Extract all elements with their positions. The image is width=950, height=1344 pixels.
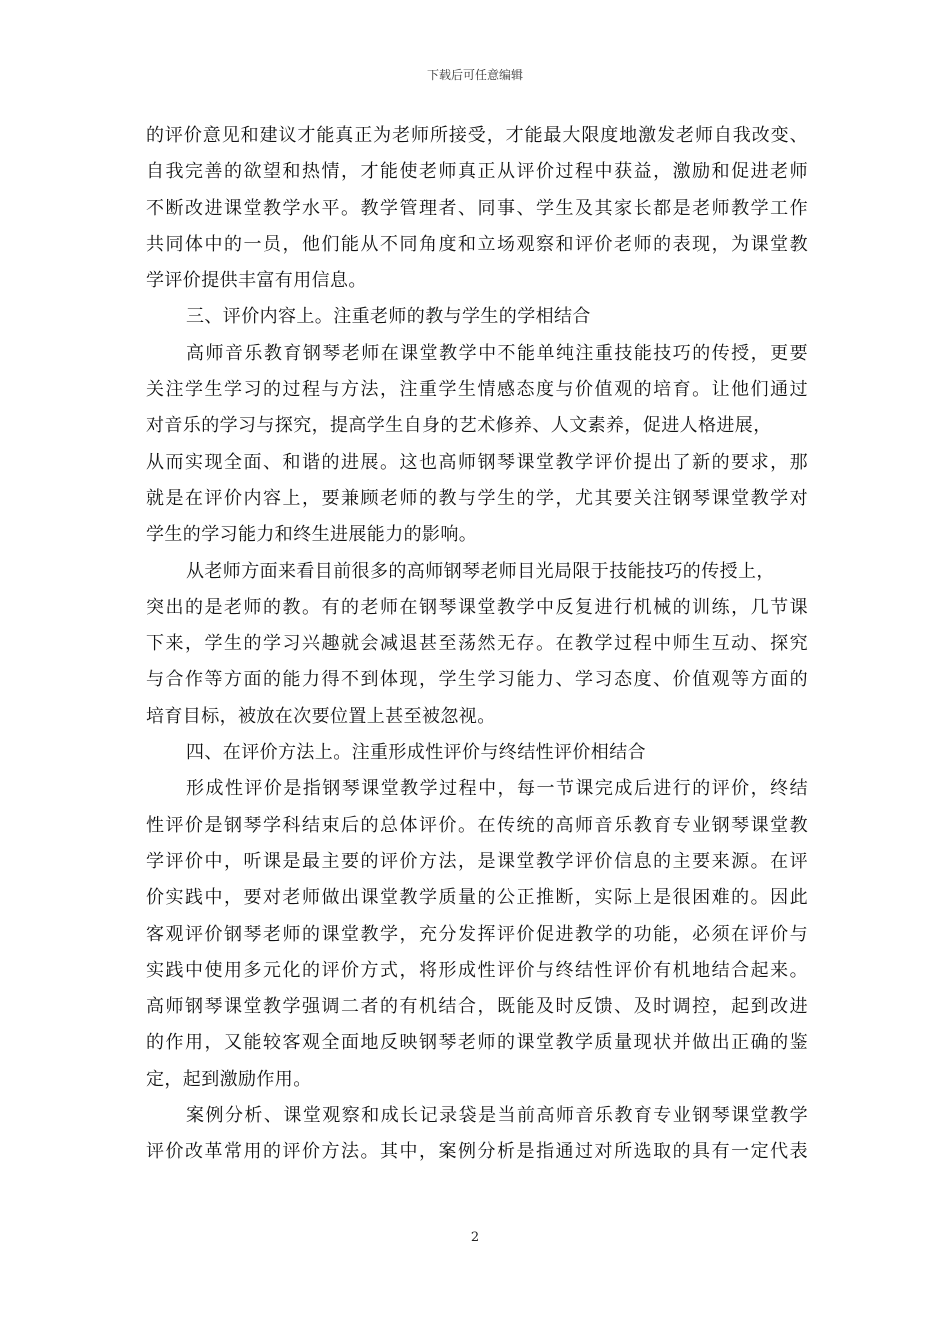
- text-line: 自我完善的欲望和热情，才能使老师真正从评价过程中获益，激励和促进老师: [146, 161, 808, 183]
- text-line: 性评价是钢琴学科结束后的总体评价。在传统的高师音乐教育专业钢琴课堂教: [146, 814, 808, 836]
- text-line: 对音乐的学习与探究，提高学生自身的艺术修养、人文素养，促进人格进展，: [146, 415, 772, 437]
- text-line: 就是在评价内容上，要兼顾老师的教与学生的学，尤其要关注钢琴课堂教学对: [146, 487, 808, 509]
- text-line: 从老师方面来看目前很多的高师钢琴老师目光局限于技能技巧的传授上，: [186, 560, 775, 582]
- text-line: 与合作等方面的能力得不到体现，学生学习能力、学习态度、价值观等方面的: [146, 669, 808, 691]
- body-text: [146, 118, 808, 1171]
- text-line: 评价改革常用的评价方法。其中，案例分析是指通过对所选取的具有一定代表: [146, 1141, 808, 1163]
- text-line: 关注学生学习的过程与方法，注重学生情感态度与价值观的培育。让他们通过: [146, 379, 808, 401]
- text-line: 共同体中的一员，他们能从不同角度和立场观察和评价老师的表现，为课堂教: [146, 233, 808, 255]
- page-number: 2: [470, 1230, 480, 1245]
- text-line: 定，起到激励作用。: [146, 1068, 312, 1090]
- text-line: 客观评价钢琴老师的课堂教学，充分发挥评价促进教学的功能，必须在评价与: [146, 923, 808, 945]
- text-line: 实践中使用多元化的评价方式，将形成性评价与终结性评价有机地结合起来。: [146, 959, 808, 981]
- text-line: 不断改进课堂教学水平。教学管理者、同事、学生及其家长都是老师教学工作: [146, 197, 808, 219]
- text-line: 高师音乐教育钢琴老师在课堂教学中不能单纯注重技能技巧的传授，更要: [186, 342, 808, 364]
- page-header: 下载后可任意编辑: [426, 68, 523, 82]
- text-line: 学评价提供丰富有用信息。: [146, 270, 367, 292]
- text-line: 培育目标，被放在次要位置上甚至被忽视。: [146, 705, 496, 727]
- text-line: 下来，学生的学习兴趣就会减退甚至荡然无存。在教学过程中师生互动、探究: [146, 633, 808, 655]
- text-line: 从而实现全面、和谐的进展。这也高师钢琴课堂教学评价提出了新的要求，那: [146, 451, 808, 473]
- text-line: 价实践中，要对老师做出课堂教学质量的公正推断，实际上是很困难的。因此: [146, 887, 808, 909]
- text-line: 高师钢琴课堂教学强调二者的有机结合，既能及时反馈、及时调控，起到改进: [146, 996, 808, 1018]
- text-line: 的作用，又能较客观全面地反映钢琴老师的课堂教学质量现状并做出正确的鉴: [146, 1032, 808, 1054]
- text-line: 学生的学习能力和终生进展能力的影响。: [146, 524, 478, 546]
- text-line: 四、在评价方法上。注重形成性评价与终结性评价相结合: [186, 742, 646, 764]
- text-line: 案例分析、课堂观察和成长记录袋是当前高师音乐教育专业钢琴课堂教学: [186, 1105, 808, 1127]
- text-line: 突出的是老师的教。有的老师在钢琴课堂教学中反复进行机械的训练，几节课: [146, 596, 808, 618]
- text-line: 的评价意见和建议才能真正为老师所接受，才能最大限度地激发老师自我改变、: [146, 125, 808, 146]
- text-line: 学评价中，听课是最主要的评价方法，是课堂教学评价信息的主要来源。在评: [146, 850, 808, 872]
- text-line: 三、评价内容上。注重老师的教与学生的学相结合: [186, 306, 591, 328]
- text-line: 形成性评价是指钢琴课堂教学过程中，每一节课完成后进行的评价，终结: [186, 778, 808, 800]
